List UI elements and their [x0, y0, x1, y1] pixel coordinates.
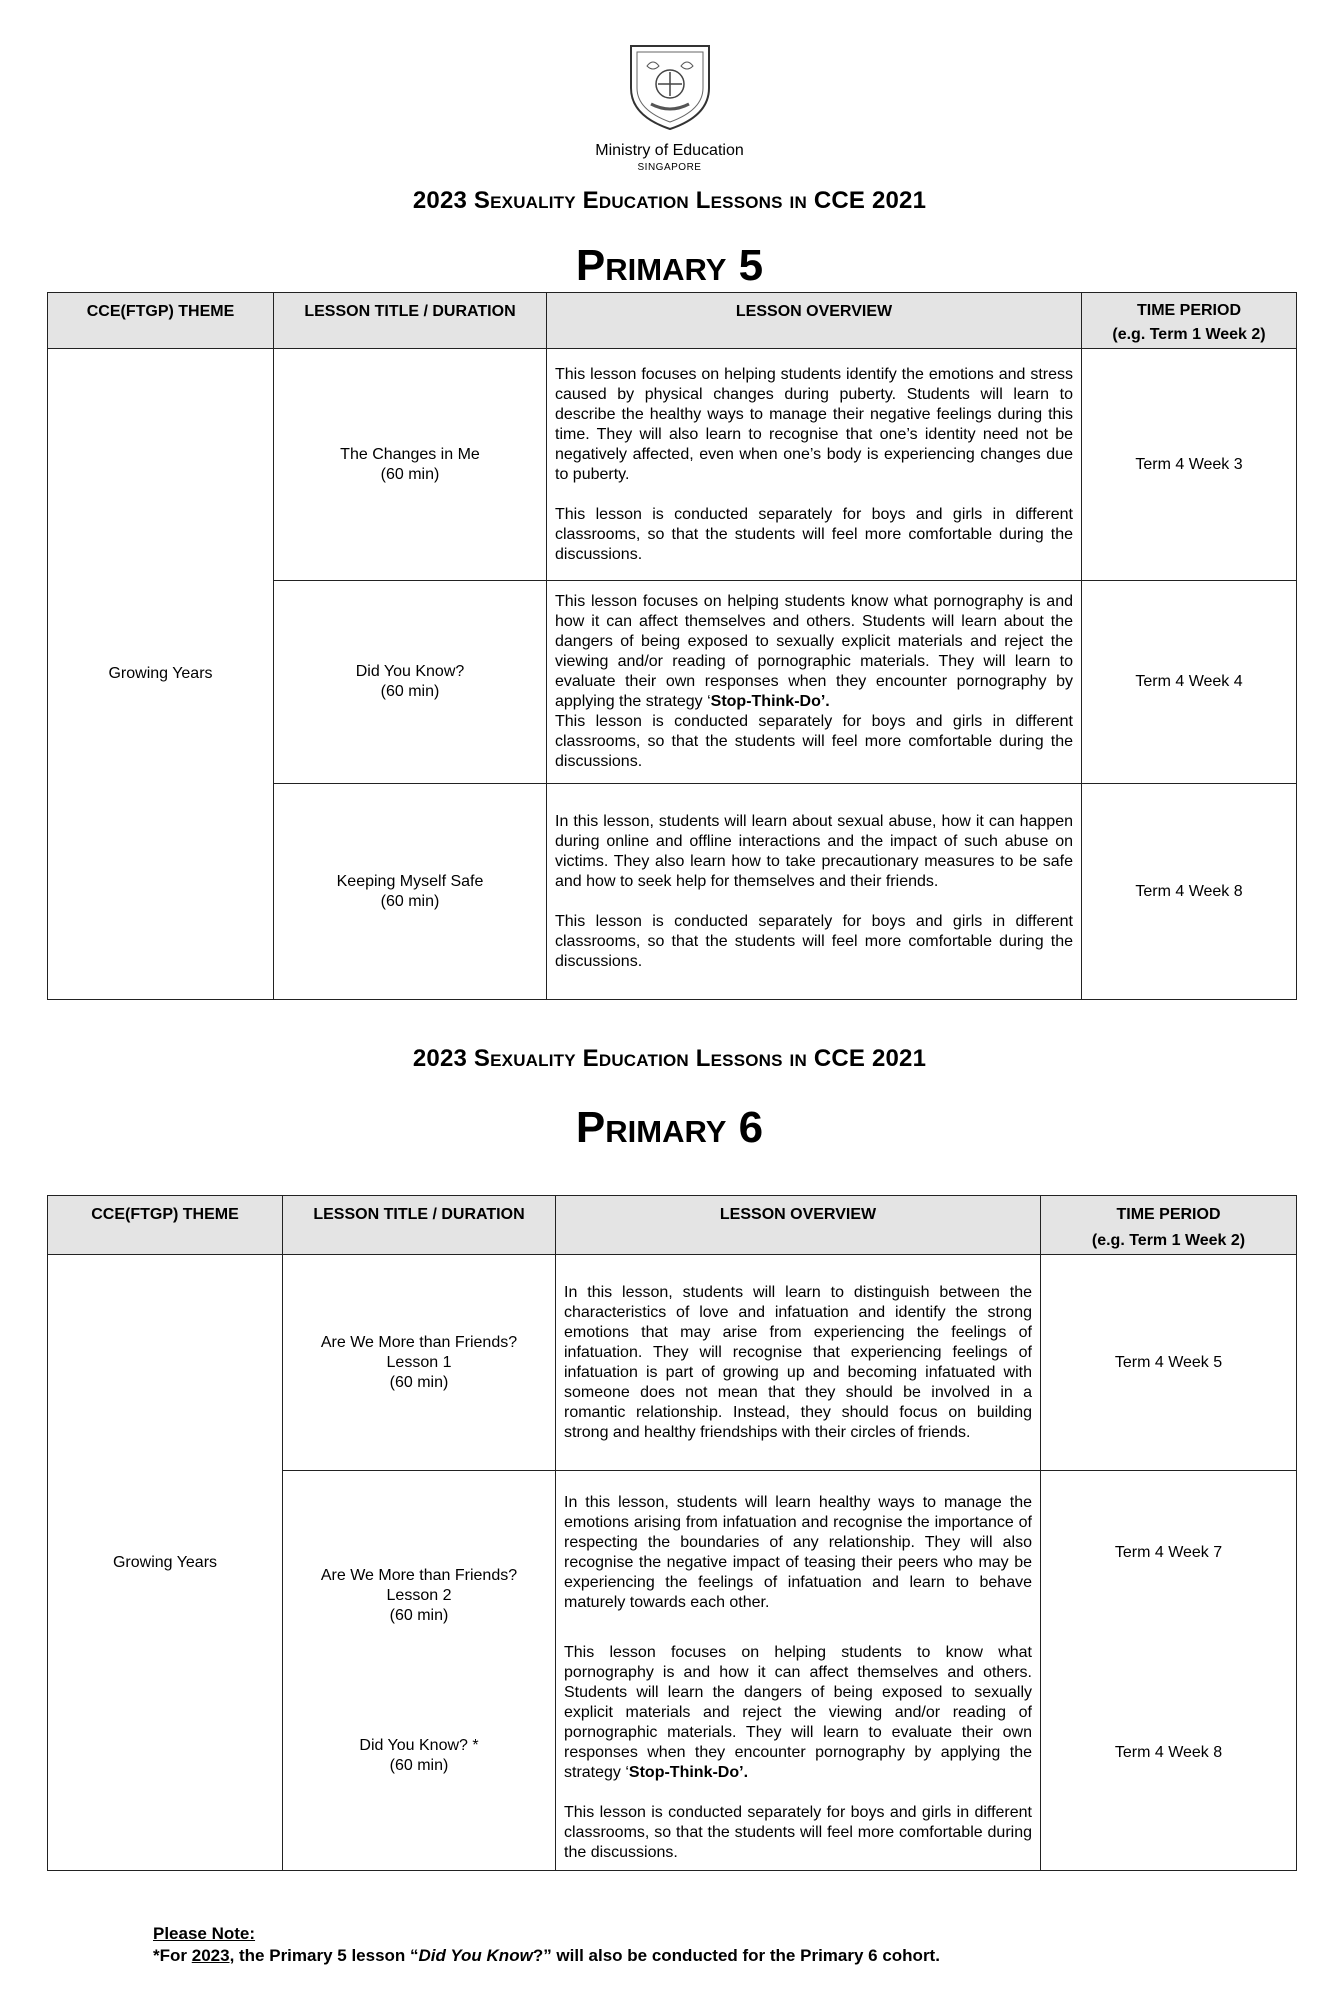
lesson-overview-cell: In this lesson, students will learn healthy ways to manage the emotions arising from infatuation and recognise the importance of respecting the boundaries of any relationship. They will also recognise the negative impact of teasing their peers who may be experiencing the feelings of infatuation and learn to behave maturely towards each other. — [556, 1471, 1041, 1636]
lesson-overview-cell: This lesson focuses on helping students to know what pornography is and how it can affect themselves and others. Students will learn the dangers of being exposed to sexually explicit materials and reject the viewing and/or reading of pornographic materials. They will learn to evaluate their own responses when they encounter pornography by applying the strategy ‘Stop-Think-Do’. This lesson is conducted separately for boys and girls in different classrooms, so that the students will feel more comfortable during the discussions. — [556, 1636, 1041, 1871]
lesson-overview-cell: In this lesson, students will learn to distinguish between the characteristics of love and infatuation and identify the strong emotions that may arise from experiencing the feelings of infatuation. They will recognise that experiencing feelings of infatuation is part of growing up and becoming infatuated with someone does not mean that they should be involved in a romantic relationship. Instead, they should focus on building strong and healthy friendships with their circles of friends. — [556, 1255, 1041, 1471]
table-header-row — [48, 1196, 1297, 1255]
lesson-overview-cell: This lesson focuses on helping students identify the emotions and stress caused by physical changes during puberty. Students will learn to describe the healthy ways to manage their negative feelings during this time. They will also learn to recognise that one’s identity need not be negatively affected, even when one’s body is experiencing changes due to puberty. This lesson is conducted separately for boys and girls in different classrooms, so that the students will feel more comfortable during the discussions. — [547, 349, 1082, 581]
section-title-p6: 2023 Sexuality Education Lessons in CCE 2021 — [412, 1045, 927, 1072]
column-header-overview: LESSON OVERVIEW — [556, 1196, 1041, 1255]
lesson-title-cell: Are We More than Friends? Lesson 1 (60 min) — [283, 1255, 556, 1471]
section-title-p5: 2023 Sexuality Education Lessons in CCE 2021 — [412, 187, 927, 214]
theme-cell: Growing Years — [48, 349, 274, 1000]
ministry-country: SINGAPORE — [637, 162, 702, 173]
column-header-overview: LESSON OVERVIEW — [547, 293, 1082, 349]
lesson-title-cell: Are We More than Friends? Lesson 2 (60 min) Did You Know? * (60 min) — [283, 1471, 556, 1871]
time-period-cell: Term 4 Week 7 — [1041, 1471, 1297, 1636]
lesson-title-cell: Did You Know? (60 min) — [274, 581, 547, 784]
column-header-theme: CCE(FTGP) THEME — [48, 293, 274, 349]
table-row — [48, 1255, 1297, 1471]
column-header-theme: CCE(FTGP) THEME — [48, 1196, 283, 1255]
column-header-period: TIME PERIOD (e.g. Term 1 Week 2) — [1041, 1196, 1297, 1255]
lesson-title-cell: The Changes in Me (60 min) — [274, 349, 547, 581]
lesson-table-p5 — [47, 292, 1297, 1000]
column-header-title: LESSON TITLE / DURATION — [283, 1196, 556, 1255]
column-header-title: LESSON TITLE / DURATION — [274, 293, 547, 349]
lesson-overview-cell: This lesson focuses on helping students know what pornography is and how it can affect themselves and others. Students will learn about the dangers of being exposed to sexually explicit materials and reject the viewing and/or reading of pornographic materials. They will learn to evaluate their own responses when they encounter pornography by applying the strategy ‘Stop-Think-Do’. This lesson is conducted separately for boys and girls in different classrooms, so that the students will feel more comfortable during the discussions. — [547, 581, 1082, 784]
table-header-row — [48, 293, 1297, 349]
level-title-p6: Primary 6 — [575, 1103, 764, 1152]
ministry-name: Ministry of Education — [595, 142, 744, 159]
time-period-cell: Term 4 Week 8 — [1041, 1636, 1297, 1871]
ministry-crest-icon — [627, 42, 713, 132]
level-title-p5: Primary 5 — [575, 241, 764, 290]
time-period-cell: Term 4 Week 3 — [1082, 349, 1297, 581]
time-period-cell: Term 4 Week 8 — [1082, 784, 1297, 1000]
lesson-overview-cell: In this lesson, students will learn about sexual abuse, how it can happen during online and offline interactions and the impact of such abuse on victims. They also learn how to take precautionary measures to be safe and how to seek help for themselves and their friends. This lesson is conducted separately for boys and girls in different classrooms, so that the students will feel more comfortable during the discussions. — [547, 784, 1082, 1000]
time-period-cell: Term 4 Week 5 — [1041, 1255, 1297, 1471]
note-text: *For 2023, the Primary 5 lesson “Did You Know?” will also be conducted for the Primary 6 cohort. — [153, 1946, 940, 1965]
note-heading: Please Note: — [153, 1924, 256, 1943]
lesson-table-p6 — [47, 1195, 1297, 1871]
theme-cell: Growing Years — [48, 1255, 283, 1871]
footnote — [153, 1923, 940, 1967]
table-row — [48, 349, 1297, 581]
time-period-cell: Term 4 Week 4 — [1082, 581, 1297, 784]
column-header-period: TIME PERIOD (e.g. Term 1 Week 2) — [1082, 293, 1297, 349]
lesson-title-cell: Keeping Myself Safe (60 min) — [274, 784, 547, 1000]
